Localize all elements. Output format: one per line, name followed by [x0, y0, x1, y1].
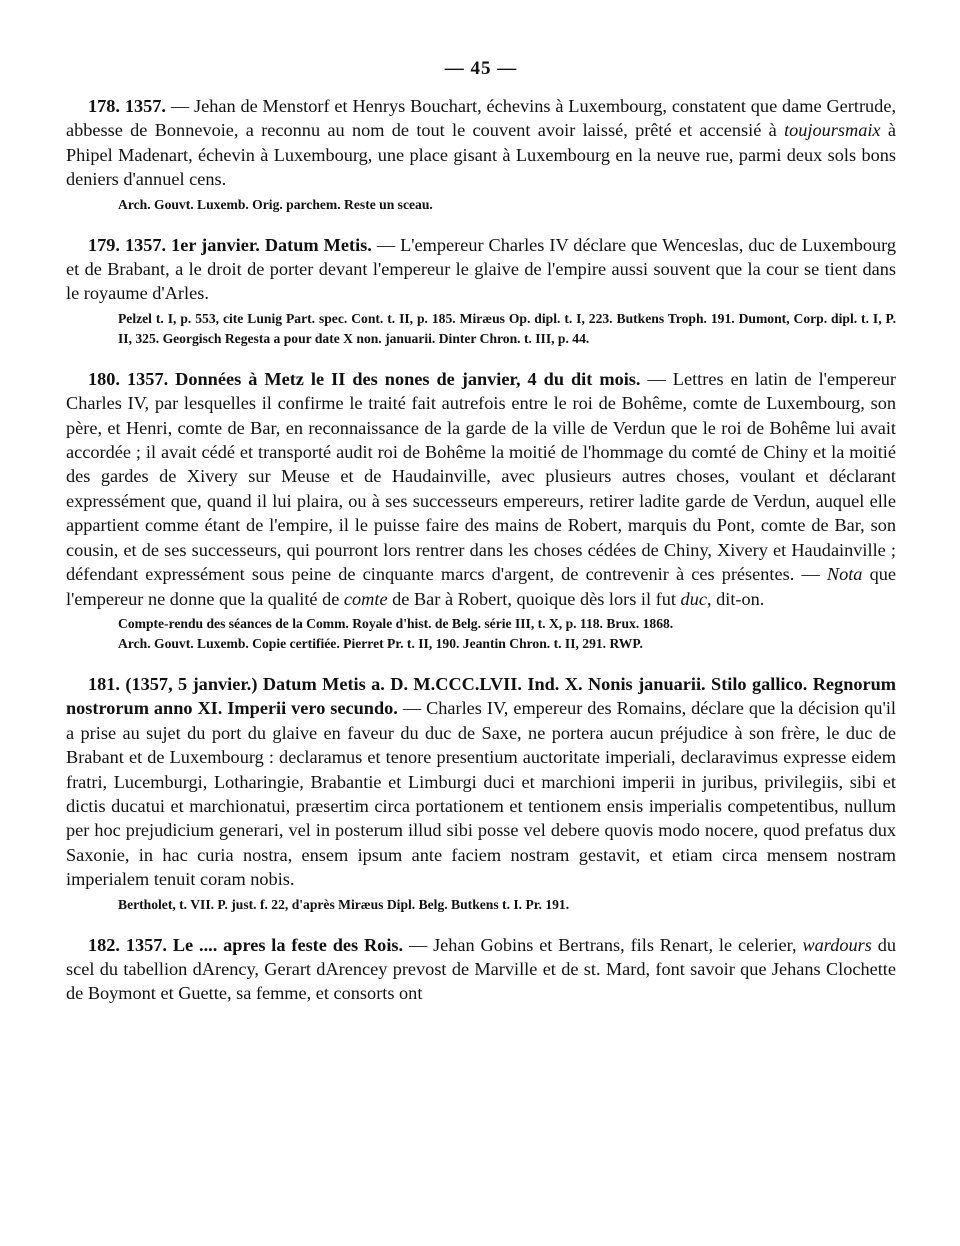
- nota-text: que l'empereur ne donne que la qualité de: [66, 564, 896, 609]
- entry-body-cont: à Phipel Madenart, échevin à Luxembourg, une place gisant à Luxembourg en la neuve rue, parmi deux sols bons deniers d'annuel cens.: [66, 120, 896, 190]
- entry-source: [66, 195, 896, 215]
- entry-date: (1357, 5 janvier.): [125, 673, 258, 694]
- entry-date: 1357.: [124, 96, 166, 116]
- entry-heading: Données à Metz le II des nones de janvier, 4 du dit mois.: [175, 368, 641, 389]
- entry-182: [66, 933, 896, 1006]
- entry-body-cont: du scel du tabellion dArency, Gerart dArencey prevost de Marville et de st. Mard, font savoir que Jehans Clochette de Boymont et Guette, sa femme, et consorts ont: [66, 934, 897, 1004]
- entry-number: 180.: [88, 368, 120, 389]
- nota-text: , dit-on.: [706, 588, 765, 609]
- entry-number: 179.: [88, 234, 120, 255]
- entry-date: 1357.: [125, 934, 167, 955]
- nota-text: de Bar à Robert, quoique dès lors il fut: [392, 588, 676, 609]
- entry-text: [66, 233, 896, 306]
- entry-text: [66, 94, 896, 192]
- entry-italic: wardours: [802, 934, 872, 955]
- entry-number: 182.: [88, 934, 120, 955]
- source-line: Arch. Gouvt. Luxemb. Copie certifiée. Pierret Pr. t. II, 190. Jeantin Chron. t. II, 291. RWP.: [118, 635, 643, 651]
- source-line: Compte-rendu des séances de la Comm. Royale d'hist. de Belg. série III, t. X, p. 118. Brux. 1868.: [118, 615, 674, 631]
- entry-text: [66, 367, 896, 611]
- entry-body: — L'empereur Charles IV déclare que Wenceslas, duc de Luxembourg et de Brabant, a le droit de porter devant l'empereur le glaive de l'empire aussi souvent que la cour se tient dans le royaume d'Arles.: [66, 234, 897, 304]
- nota-label: Nota: [826, 564, 863, 585]
- entry-number: 181.: [88, 673, 120, 694]
- page-number: — 45 —: [444, 58, 518, 79]
- entry-178: [66, 94, 896, 215]
- entry-body: — Lettres en latin de l'empereur Charles IV, par lesquelles il confirme le traité fait autrefois entre le roi de Bohême, comte de Luxembourg, son père, et Henri, comte de Bar, en reconnaissance de la garde de la ville de Verdun que le roi de Bohême lui avait accordée ; il avait cédé et transporté audit roi de Bohême la moitié de l'hommage du comté de Chiny et la moitié des gardes de Xivery sur Meuse et de Haudainville, avec plusieurs autres choses, voulant et déclarant expressément que, quand il lui plaira, ou à ses successeurs empereurs, retirer ladite garde de Verdun, auquel elle appartient comme étant de l'empire, il le puisse faire des mains de Robert, marquis du Pont, comte de Bar, son cousin, et de ses successeurs, qui pourront lors rentrer dans les choses cédées de Chiny, Xivery et Haudainville ; défendant expressément sous peine de cinquante marcs d'argent, de contrevenir à ces présentes. —: [66, 368, 896, 585]
- source-line: Arch. Gouvt. Luxemb. Orig. parchem. Reste un sceau.: [118, 196, 433, 212]
- source-line: Bertholet, t. VII. P. just. f. 22, d'après Miræus Dipl. Belg. Butkens t. I. Pr. 191.: [118, 896, 570, 912]
- entry-number: 178.: [88, 96, 120, 116]
- nota-italic: comte: [343, 588, 388, 609]
- entry-date: 1357.: [124, 234, 167, 255]
- entry-body: — Charles IV, empereur des Romains, déclare que la décision qu'il a prise au sujet du port du glaive en faveur du duc de Saxe, ne portera aucun préjudice à son frère, le duc de Brabant et de Luxembourg : declaramus et tenore presentium auctoritate imperiali, declaravimus expresse eidem fratri, Lucemburgi, Lotharingie, Brabantie et Limburgi duci et marchioni imperii in juribus, privilegiis, sibi et dictis ducatui et marchionatui, præsertim circa portationem et tentionem ensis imperialis competentibus, nullum per hoc prejudicium generari, vel in posterum illud sibi posse vel debere quovis modo nocere, quod prefatus dux Saxonie, in hac curia nostra, ensem ipsum ante faciem nostram gestavit, et etiam circa mensem nostram imperialem tenuit coram nobis.: [66, 698, 896, 890]
- entry-181: [66, 672, 896, 915]
- entry-180: [66, 367, 896, 654]
- entry-italic: toujoursmaix: [784, 120, 881, 141]
- entry-179: [66, 233, 896, 349]
- entry-source: [66, 895, 896, 915]
- document-page: [66, 58, 896, 1024]
- source-line: Pelzel t. I, p. 553, cite Lunig Part. spec. Cont. t. II, p. 185. Miræus Op. dipl. t. I, 223. Butkens Troph. 191. Dumont, Corp. dipl. t. I, P. II, 325. Georgisch Regesta a pour date X non. januarii. Dinter Chron. t. III, p. 44.: [118, 310, 896, 346]
- entry-source: [66, 309, 896, 349]
- entry-body: — Jehan Gobins et Bertrans, fils Renart, le celerier,: [408, 934, 797, 955]
- entry-heading: Datum Metis a. D. M.CCC.LVII. Ind. X. Nonis januarii. Stilo gallico. Regnorum nostrorum anno XI. Imperii vero secundo.: [66, 673, 897, 719]
- entry-text: [66, 672, 896, 892]
- entry-body: — Jehan de Menstorf et Henrys Bouchart, échevins à Luxembourg, constatent que dame Gertrude, abbesse de Bonnevoie, a reconnu au nom de tout le couvent avoir laissé, prêté et accensié à: [66, 96, 897, 141]
- nota-italic: duc: [680, 588, 707, 609]
- entry-text: [66, 933, 896, 1006]
- entry-heading: 1er janvier. Datum Metis.: [171, 234, 372, 255]
- entry-heading: Le .... apres la feste des Rois.: [172, 934, 404, 955]
- entry-date: 1357.: [127, 368, 169, 389]
- entry-source: [66, 614, 896, 654]
